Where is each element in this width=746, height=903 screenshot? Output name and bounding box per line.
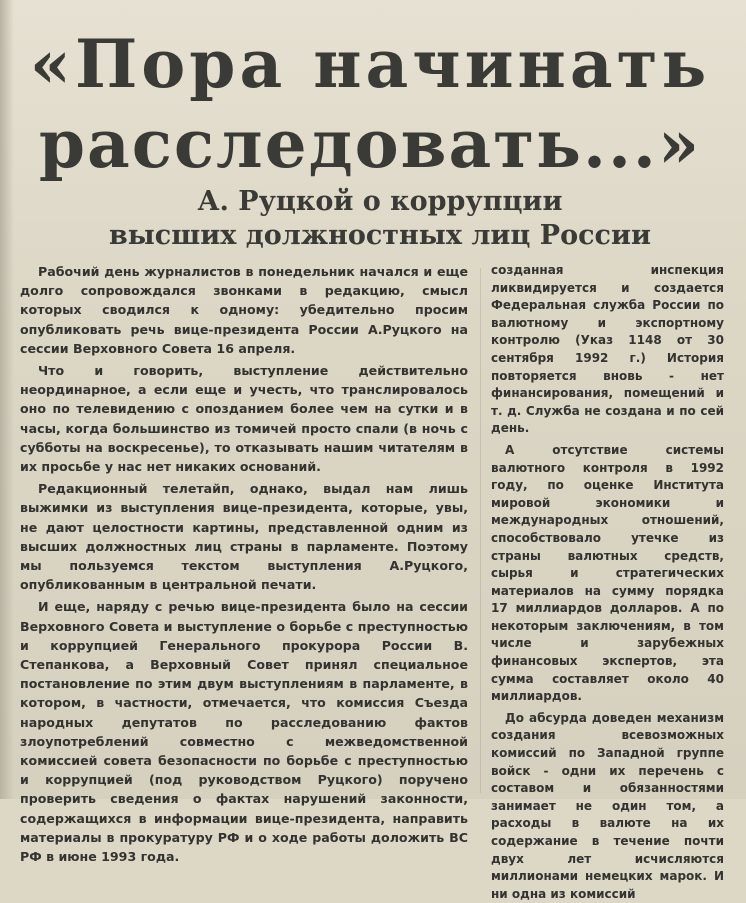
paragraph: созданная инспекция ликвидируется и создается Федеральная служба России по валютному и экспортному контролю (Указ 1148 от 30 сентября 1992 г.) История повторяется вновь - нет финансирования, помещений и т. д. Служба не создана и по сей день.	[491, 263, 724, 436]
paragraph: До абсурда доведен механизм создания всевозможных комиссий по Западной группе войск - одни их перечень с составом и обязанностями занимает не один том, а расходы в валюте на их содержание в течение почти двух лет исчисляются миллионами немецких марок. И ни одна из комиссий	[491, 710, 724, 901]
column-divider	[480, 268, 481, 793]
subheadline-line-2: высших должностных лиц России	[108, 220, 652, 251]
headline-line-1: «Пора начинать	[29, 25, 711, 103]
paragraph: Что и говорить, выступление действительно неординарное, а если еще и учесть, что транслировалось оно по телевидению с опозданием более чем на сутки и в часы, когда большинство из томичей просто спали (в ночь с субботы на воскресенье), то отказывать нашим читателям в их просьбе у нас нет никаких оснований.	[20, 363, 468, 475]
headline-line-2: расследовать...»	[38, 105, 702, 183]
paragraph: Редакционный телетайп, однако, выдал нам лишь выжимки из выступления вице-президента, которые, увы, не дают целостности картины, представленной одним из высших должностных лиц страны в парламенте. Поэтому мы пользуемся текстом выступления А.Руцкого, опубликованным в центральной печати.	[20, 481, 468, 593]
article-right-column	[491, 262, 724, 903]
subheadline-line-1: А. Руцкой о коррупции	[197, 186, 563, 217]
paragraph: Рабочий день журналистов в понедельник начался и еще долго сопровождался звонками в редакцию, смысл которых сводился к одному: убедительно просим опубликовать речь вице-президента России А.Руцкого на сессии Верховного Совета 16 апреля.	[20, 264, 468, 356]
scan-edge-shadow	[0, 0, 14, 799]
paragraph: А отсутствие системы валютного контроля в 1992 году, по оценке Института мировой экономики и международных отношений, способствовало утечке из страны валютных средств, сырья и стратегических материалов на сумму порядка 17 миллиардов долларов. А по некоторым заключениям, в том числе и зарубежных финансовых экспертов, эта сумма составляет около 40 миллиардов.	[491, 442, 724, 704]
article-left-column	[20, 262, 468, 866]
paragraph: И еще, наряду с речью вице-президента было на сессии Верховного Совета и выступление о борьбе с преступностью и коррупцией Генерального прокурора России В. Степанкова, а Верховный Совет принял специальное постановление по этим двум выступлениям в парламенте, в котором, в частности, отмечается, что комиссия Съезда народных депутатов по расследованию фактов злоупотреблений совместно с межведомственной комиссией совета безопасности по борьбе с преступностью и коррупцией (под руководством Руцкого) поручено проверить сведения о фактах нарушений законности, содержащихся в информации вице-президента, направить материалы в прокуратуру РФ и о ходе работы доложить ВС РФ в июне 1993 года.	[20, 599, 468, 865]
